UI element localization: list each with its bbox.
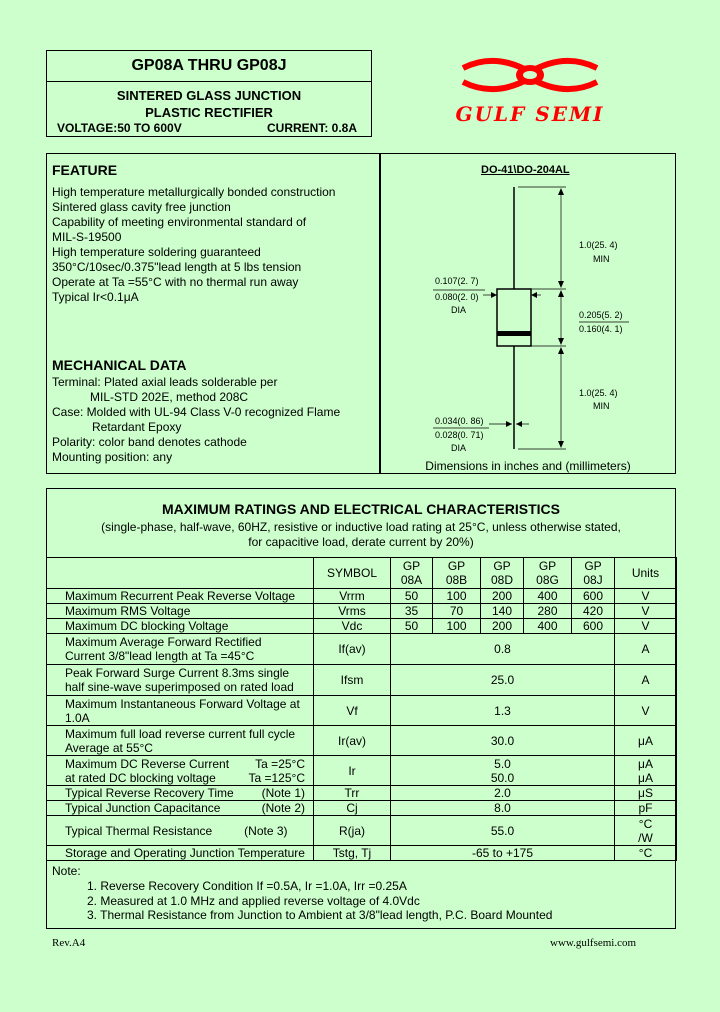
body-dia-max: 0.107(2. 7) <box>435 276 479 286</box>
feature-line: 350°C/10sec/0.375"lead length at 5 lbs tension <box>52 260 302 274</box>
feature-title: FEATURE <box>52 162 118 178</box>
logo-emblem-icon <box>455 50 605 100</box>
table-row: Maximum DC Reverse Current Ta =25°C at rated DC blocking voltage Ta =125°C Ir 5.0 50.0 μA μA <box>47 756 677 786</box>
feature-line: MIL-S-19500 <box>52 230 122 244</box>
body-length-max: 0.205(5. 2) <box>579 310 623 320</box>
lead-top-min-label: MIN <box>593 254 610 264</box>
table-row: Maximum Average Forward Rectified Current 3/8"lead length at Ta =45°C If(av) 0.8 A <box>47 634 677 665</box>
feature-section <box>46 153 380 474</box>
voltage-range: VOLTAGE:50 TO 600V <box>57 121 182 135</box>
description-line-1: SINTERED GLASS JUNCTION <box>116 88 302 103</box>
package-name: DO-41\DO-204AL <box>481 164 570 176</box>
body-dia-min: 0.080(2. 0) <box>435 292 479 302</box>
part-column-header: GP 08G <box>524 558 572 589</box>
gulf-semi-logo <box>455 50 605 130</box>
table-row: Maximum DC blocking Voltage Vdc 50 100 200 400 600 V <box>47 619 677 634</box>
ratings-title: MAXIMUM RATINGS AND ELECTRICAL CHARACTERISTICS <box>162 501 560 517</box>
mechanical-title: MECHANICAL DATA <box>52 357 187 373</box>
lead-dia-label: DIA <box>451 443 467 453</box>
feature-line: High temperature metallurgically bonded construction <box>52 185 336 199</box>
part-column-header: GP 08B <box>433 558 481 589</box>
table-row: Maximum RMS Voltage Vrms 35 70 140 280 420 V <box>47 604 677 619</box>
table-row: Typical Junction Capacitance (Note 2) Cj 8.0 pF <box>47 801 677 816</box>
note-2: 2. Measured at 1.0 MHz and applied reverse voltage of 4.0Vdc <box>87 894 420 908</box>
part-column-header: GP 08J <box>572 558 615 589</box>
units-column-header: Units <box>615 558 677 589</box>
header-title-box <box>46 50 372 137</box>
note-3: 3. Thermal Resistance from Junction to Ambient at 3/8"lead length, P.C. Board Mounted <box>87 908 553 922</box>
diode-outline-drawing <box>381 154 677 475</box>
notes-section <box>46 862 676 929</box>
body-dia-label: DIA <box>451 305 467 315</box>
feature-line: Capability of meeting environmental standard of <box>52 215 307 229</box>
table-row: Maximum Instantaneous Forward Voltage at 1.0A Vf 1.3 V <box>47 696 677 726</box>
table-row: Typical Reverse Recovery Time (Note 1) Trr 2.0 μS <box>47 786 677 801</box>
notes-title: Note: <box>52 864 81 878</box>
revision-label: Rev.A4 <box>52 937 86 949</box>
body-length-min: 0.160(4. 1) <box>579 324 623 334</box>
table-row: Maximum full load reverse current full cycle Average at 55°C Ir(av) 30.0 μA <box>47 726 677 756</box>
part-range-title: GP08A THRU GP08J <box>131 57 287 74</box>
lead-dia-max: 0.034(0. 86) <box>435 416 484 426</box>
feature-line: Sintered glass cavity free junction <box>52 200 231 214</box>
ratings-subtitle-2: for capacitive load, derate current by 20%) <box>248 535 474 549</box>
description-line-2: PLASTIC RECTIFIER <box>145 105 273 120</box>
part-column-header: GP 08D <box>481 558 524 589</box>
dimensions-caption: Dimensions in inches and (millimeters) <box>425 459 631 473</box>
lead-dia-min: 0.028(0. 71) <box>435 430 484 440</box>
mechanical-line: Case: Molded with UL-94 Class V-0 recognized Flame <box>52 405 341 419</box>
lead-bottom-dimension: 1.0(25. 4) <box>579 388 618 398</box>
feature-line: High temperature soldering guaranteed <box>52 245 261 259</box>
mechanical-line: MIL-STD 202E, method 208C <box>90 390 249 404</box>
lead-top-dimension: 1.0(25. 4) <box>579 240 618 250</box>
feature-line: Operate at Ta =55°C with no thermal run away <box>52 275 299 289</box>
table-row: Maximum Recurrent Peak Reverse Voltage Vrrm 50 100 200 400 600 V <box>47 589 677 604</box>
feature-line: Typical Ir<0.1μA <box>52 290 139 304</box>
package-diagram <box>380 153 676 474</box>
mechanical-line: Polarity: color band denotes cathode <box>52 435 247 449</box>
mechanical-line: Mounting position: any <box>52 450 173 464</box>
current-rating: CURRENT: 0.8A <box>266 121 357 135</box>
mechanical-line: Retardant Epoxy <box>92 420 182 434</box>
logo-text: GULF SEMI <box>455 102 605 126</box>
part-column-header: GP 08A <box>391 558 433 589</box>
lead-bottom-min-label: MIN <box>593 401 610 411</box>
symbol-column-header: SYMBOL <box>314 558 391 589</box>
table-header-row <box>47 558 677 589</box>
ratings-table <box>46 557 677 861</box>
ratings-subtitle-1: (single-phase, half-wave, 60HZ, resistive or inductive load rating at 25°C, unless otherwise stated, <box>101 520 621 534</box>
website-link[interactable]: www.gulfsemi.com <box>550 937 637 949</box>
table-row: Peak Forward Surge Current 8.3ms single half sine-wave superimposed on rated load Ifsm 25.0 A <box>47 665 677 696</box>
mechanical-line: Terminal: Plated axial leads solderable per <box>52 375 278 389</box>
note-1: 1. Reverse Recovery Condition If =0.5A, Ir =1.0A, Irr =0.25A <box>87 879 407 893</box>
table-row: Storage and Operating Junction Temperature Tstg, Tj -65 to +175 °C <box>47 846 677 861</box>
table-row: Typical Thermal Resistance (Note 3) R(ja) 55.0 °C /W <box>47 816 677 846</box>
